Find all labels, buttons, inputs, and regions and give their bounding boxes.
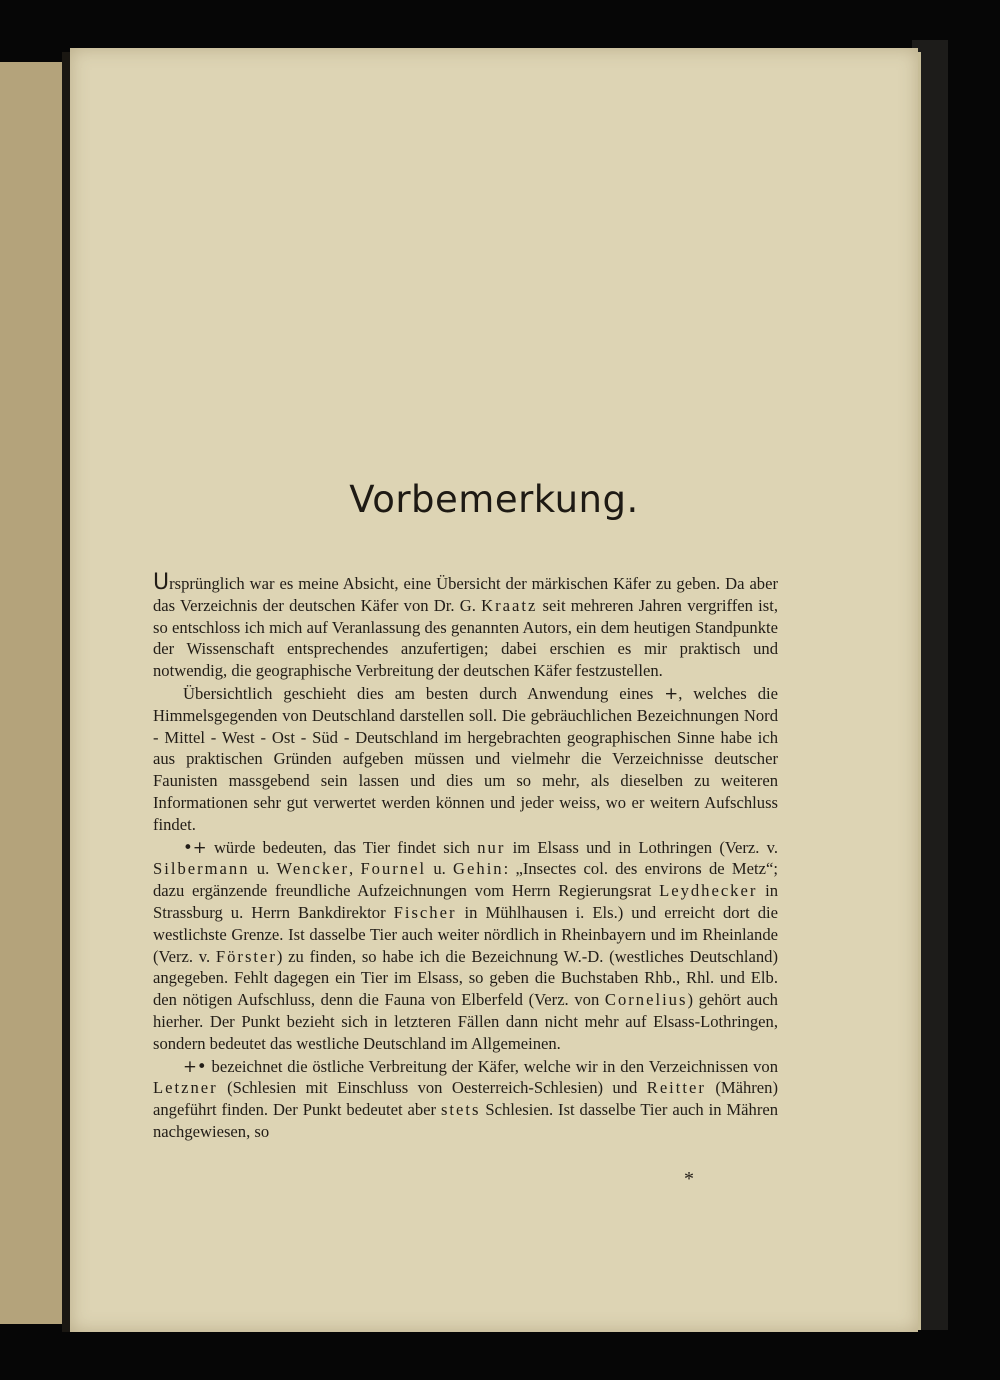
- text-run: in Strassburg u. Herrn Bankdirektor: [153, 881, 778, 922]
- emphasis-word: stets: [440, 1100, 481, 1120]
- text-run: würde bedeuten, das Tier findet sich: [206, 837, 478, 857]
- signature-mark: *: [684, 1168, 694, 1190]
- author-name: Fournel: [360, 859, 427, 879]
- text-run: ) gehört auch hierher. Der Punkt bezieht sich in letzteren Fällen dann nicht mehr auf Elsass-Lothringen, sondern bedeutet das westliche Deutschland im Allgemeinen.: [153, 990, 778, 1053]
- paragraph-west-mark: [153, 837, 778, 1055]
- text-run: (Mähren) angeführt finden. Der Punkt bedeutet aber: [153, 1078, 778, 1120]
- text-run: bezeichnet die östliche Verbreitung der Käfer, welche wir in den Verzeichnissen von: [206, 1056, 778, 1076]
- paragraph-intro: [153, 572, 778, 682]
- author-name: Leydhecker: [659, 881, 758, 901]
- text-run: ,: [349, 859, 361, 879]
- text-run: u.: [426, 859, 454, 879]
- emphasis-word: nur: [477, 837, 506, 857]
- author-name: Wencker: [276, 859, 350, 879]
- author-name: Kraatz: [481, 595, 538, 615]
- author-name: Förster: [215, 946, 277, 966]
- author-name: Letzner: [153, 1078, 218, 1098]
- text-run: : „Insectes col. des environs de Metz“; dazu ergänzende freundliche Aufzeichnungen vom Herrn Regierungsrat: [153, 859, 778, 901]
- paragraph-cross-symbol: [153, 683, 778, 836]
- author-name: Gehin: [453, 859, 504, 879]
- text-run: Schlesien. Ist dasselbe Tier auch in Mähren nachgewiesen, so: [153, 1100, 779, 1141]
- paragraph-east-mark: [153, 1056, 778, 1143]
- text-run: rsprünglich war es meine Absicht, eine Übersicht der märkischen Käfer zu geben. Da aber das Verzeichnis der deutschen Käfer von Dr. G.: [153, 574, 778, 615]
- text-run: , welches die Himmelsgegenden von Deutschland darstellen soll. Die gebräuchlichen Bezeichnungen Nord - Mittel - West - Ost - Süd - Deutschland im hergebrachten geographischen Sinne habe ich aus praktischen Gründen aufgeben müssen und vielmehr die Verzeichnisse deutscher Faunisten massgebend sein lassen und dies um so mehr, als dieselben zu weiteren Informationen sehr gut verwertet werden können und jeder weiss, wo er weitern Aufschluss findet.: [153, 683, 778, 834]
- page-title: Vorbemerkung.: [349, 478, 639, 521]
- text-run: (Schlesien mit Einschluss von Oesterreich-Schlesien) und: [217, 1078, 647, 1098]
- text-run: seit mehreren Jahren vergriffen ist, so entschloss ich mich auf Veranlassung des genannten Autors, ein dem heutigen Standpunkte der Wissenschaft entsprechendes anzufertigen; dabei erschien es mir praktisch und notwendig, die geographische Verbreitung der deutschen Käfer festzustellen.: [153, 595, 778, 681]
- page-body: [153, 572, 778, 1143]
- book-page: [70, 48, 918, 1332]
- text-run: in Mühlhausen i. Els.) und erreicht dort die westlichste Grenze. Ist dasselbe Tier auch weiter nördlich in Rheinbayern und im Rheinlande (Verz. v.: [153, 902, 778, 966]
- text-run: ) zu finden, so habe ich die Bezeichnung W.-D. (westliches Deutschland) angegeben. Fehlt dagegen ein Tier im Elsass, so geben die Buchstaben Rhb., Rhl. und Elb. den nötigen Aufschluss, denn die Fauna von Elberfeld (Verz. von: [153, 946, 778, 1010]
- text-run: u.: [249, 859, 277, 879]
- east-cross-symbol: +•: [183, 1056, 207, 1076]
- author-name: Reitter: [646, 1078, 706, 1098]
- author-name: Fischer: [393, 902, 457, 922]
- left-page-edge: [0, 62, 63, 1324]
- text-run: Übersichtlich geschieht dies am besten durch Anwendung eines: [183, 683, 665, 703]
- book-spine: [62, 52, 70, 1332]
- cross-symbol: +: [664, 683, 679, 703]
- author-name: Cornelius: [604, 990, 688, 1010]
- author-name: Silbermann: [153, 859, 250, 879]
- text-run: im Elsass und in Lothringen (Verz. v.: [505, 837, 779, 857]
- initial-letter: U: [153, 570, 170, 595]
- west-cross-symbol: •+: [183, 837, 207, 857]
